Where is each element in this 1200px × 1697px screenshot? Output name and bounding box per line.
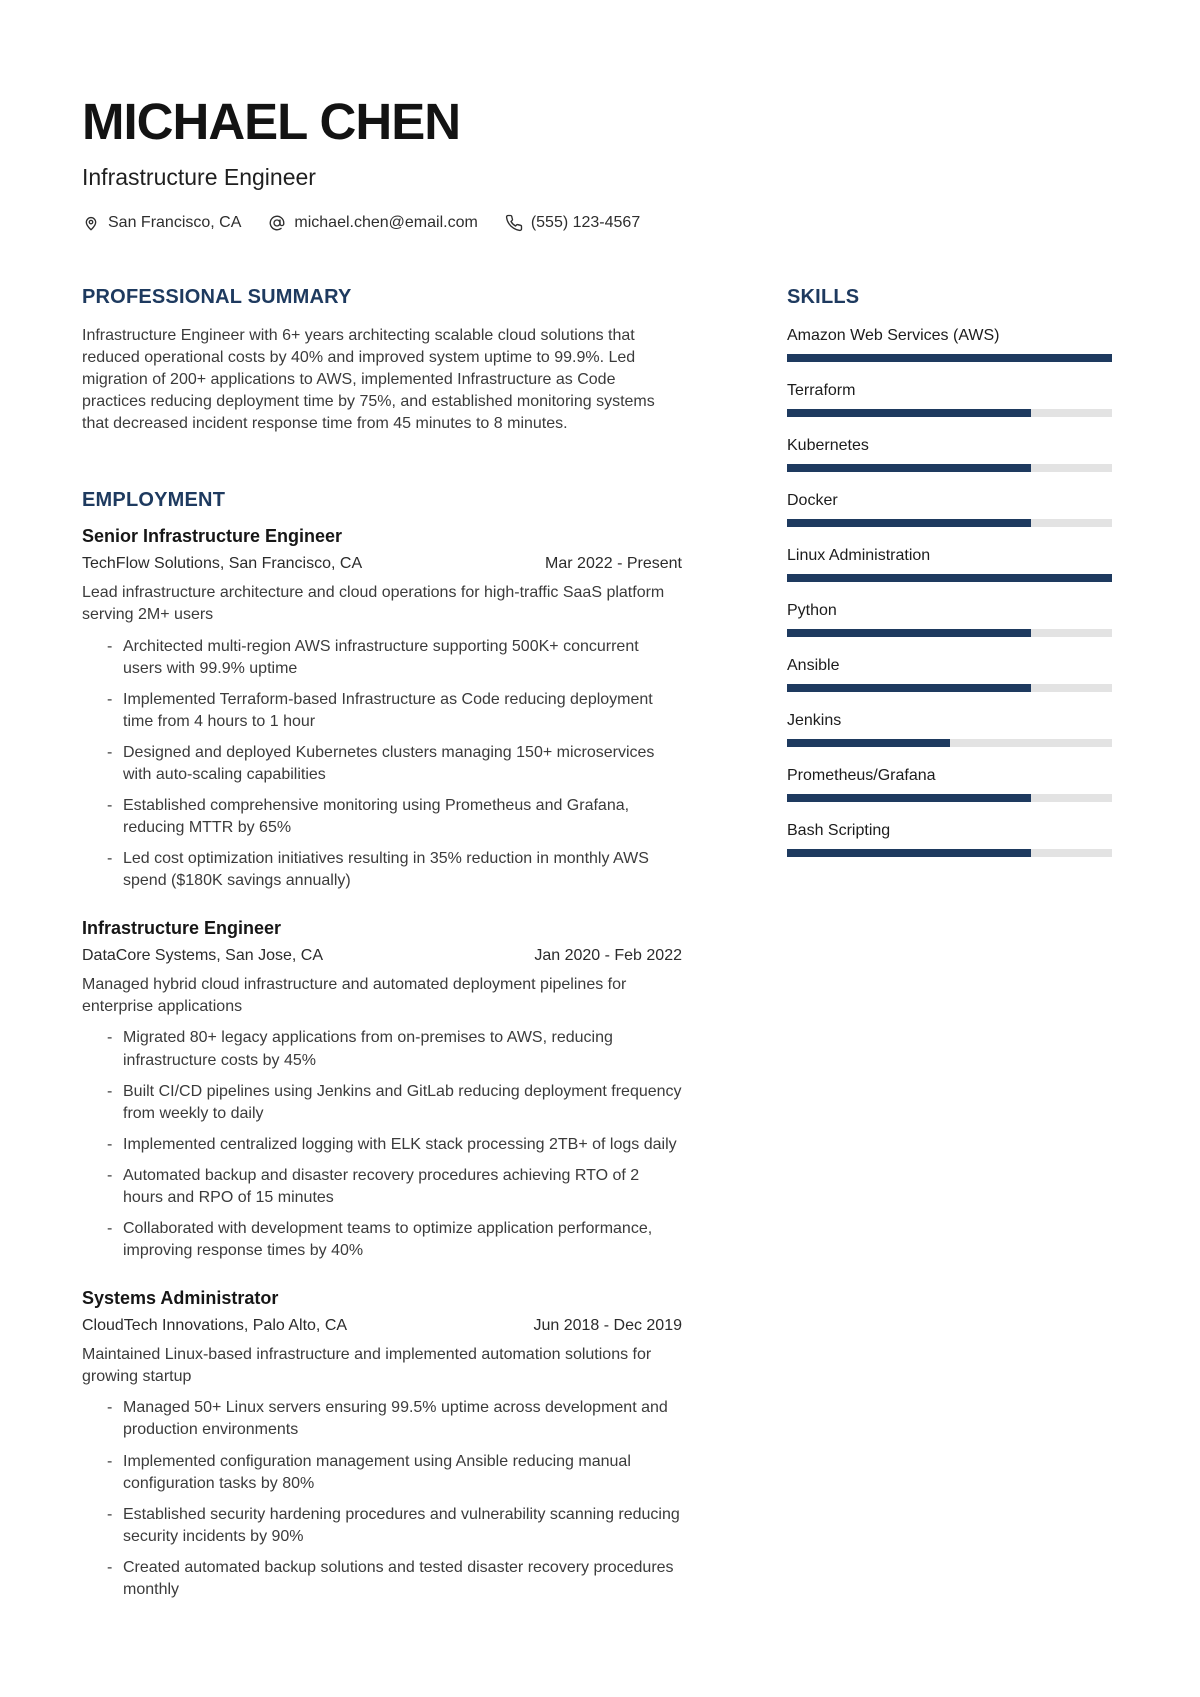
skill-name: Jenkins <box>787 712 842 729</box>
job-entry-title: Infrastructure Engineer <box>82 918 282 939</box>
bullet-marker: - <box>107 1135 113 1153</box>
job-bullet <box>107 1397 682 1441</box>
bullet-text: Designed and deployed Kubernetes clusters managing 150+ microservices with auto-scaling capabilities <box>123 743 655 783</box>
bullet-text: Implemented Terraform-based Infrastructure as Code reducing deployment time from 4 hours to 1 hour <box>123 690 653 730</box>
skill-bar-track <box>787 409 1112 417</box>
job-bullet-list <box>107 1027 682 1262</box>
job-entry-description: Maintained Linux-based infrastructure and implemented automation solutions for growing startup <box>82 1346 652 1386</box>
skill-name: Prometheus/Grafana <box>787 767 936 784</box>
bullet-text: Automated backup and disaster recovery procedures achieving RTO of 2 hours and RPO of 15 minutes <box>123 1166 640 1206</box>
candidate-job-title: Infrastructure Engineer <box>82 164 316 190</box>
skill-bar-track <box>787 629 1112 637</box>
skill-item <box>787 712 1112 747</box>
job-entry-title: Systems Administrator <box>82 1288 279 1309</box>
skill-item <box>787 822 1112 857</box>
skill-bar-track <box>787 849 1112 857</box>
skill-bar-fill <box>787 684 1031 692</box>
skill-bar-fill <box>787 354 1112 362</box>
skill-item <box>787 547 1112 582</box>
bullet-text: Implemented centralized logging with ELK stack processing 2TB+ of logs daily <box>123 1135 677 1153</box>
job-bullet <box>107 742 682 786</box>
job-entry-company: CloudTech Innovations, Palo Alto, CA <box>82 1317 348 1335</box>
skill-bar-track <box>787 684 1112 692</box>
skill-name: Amazon Web Services (AWS) <box>787 327 1000 344</box>
skill-name: Python <box>787 602 837 619</box>
summary-text: Infrastructure Engineer with 6+ years architecting scalable cloud solutions that reduced operational costs by 40% and improved system uptime to 99.9%. Led migration of 200+ applications to AWS, implemented Infrastructure as Code practices reducing deployment time by 75%, and established monitoring systems that decreased incident response time from 45 minutes to 8 minutes. <box>82 327 655 433</box>
job-entry-title: Senior Infrastructure Engineer <box>82 526 343 547</box>
summary-heading: PROFESSIONAL SUMMARY <box>82 286 352 308</box>
bullet-marker: - <box>107 1558 113 1576</box>
skill-name: Linux Administration <box>787 547 931 564</box>
location-pin-icon <box>82 214 100 232</box>
contact-email <box>268 214 477 232</box>
job-bullet <box>107 636 682 680</box>
skill-name: Docker <box>787 492 838 509</box>
job-bullet <box>107 1557 682 1601</box>
skill-bar-track <box>787 464 1112 472</box>
employment-section <box>82 489 682 1601</box>
bullet-marker: - <box>107 1452 113 1470</box>
main-column <box>82 286 682 1601</box>
skill-name: Bash Scripting <box>787 822 891 839</box>
email-at-icon <box>268 214 286 232</box>
content-columns <box>82 286 1112 1601</box>
job-entry-dates: Jan 2020 - Feb 2022 <box>534 947 682 965</box>
skill-bar-track <box>787 519 1112 527</box>
bullet-marker: - <box>107 1399 113 1417</box>
contact-location-text: San Francisco, CA <box>108 214 242 231</box>
skill-bar-fill <box>787 629 1031 637</box>
job-bullet <box>107 848 682 892</box>
bullet-text: Collaborated with development teams to optimize application performance, improving response times by 40% <box>123 1220 653 1260</box>
bullet-marker: - <box>107 797 113 815</box>
bullet-marker: - <box>107 1166 113 1184</box>
bullet-text: Led cost optimization initiatives resulting in 35% reduction in monthly AWS spend ($180K savings annually) <box>123 850 649 890</box>
phone-icon <box>505 214 523 232</box>
job-entry-description: Managed hybrid cloud infrastructure and automated deployment pipelines for enterprise applications <box>82 976 627 1016</box>
job-entry-dates: Mar 2022 - Present <box>545 555 682 573</box>
contact-phone-text: (555) 123-4567 <box>530 214 641 231</box>
job-entry-company: DataCore Systems, San Jose, CA <box>82 947 323 965</box>
bullet-text: Established comprehensive monitoring using Prometheus and Grafana, reducing MTTR by 65% <box>123 797 630 837</box>
bullet-marker: - <box>107 1029 113 1047</box>
skill-item <box>787 657 1112 692</box>
bullet-marker: - <box>107 1082 113 1100</box>
bullet-marker: - <box>107 850 113 868</box>
bullet-text: Created automated backup solutions and tested disaster recovery procedures monthly <box>123 1558 674 1598</box>
skill-item <box>787 492 1112 527</box>
skill-item <box>787 602 1112 637</box>
skill-bar-fill <box>787 519 1031 527</box>
job-bullet-list <box>107 1397 682 1601</box>
bullet-text: Implemented configuration management using Ansible reducing manual configuration tasks by 80% <box>123 1452 631 1492</box>
skill-bar-fill <box>787 574 1112 582</box>
bullet-text: Managed 50+ Linux servers ensuring 99.5% uptime across development and production environments <box>123 1399 668 1439</box>
skills-column <box>787 286 1112 1601</box>
job-entry-meta <box>82 1317 682 1335</box>
bullet-text: Architected multi-region AWS infrastructure supporting 500K+ concurrent users with 99.9% uptime <box>123 637 639 677</box>
jobs-list <box>82 526 682 1601</box>
contact-email-text: michael.chen@email.com <box>294 214 478 231</box>
job-bullet <box>107 1504 682 1548</box>
bullet-marker: - <box>107 637 113 655</box>
job-bullet-list <box>107 636 682 893</box>
bullet-text: Migrated 80+ legacy applications from on-premises to AWS, reducing infrastructure costs by 45% <box>123 1029 613 1069</box>
employment-heading: EMPLOYMENT <box>82 489 226 512</box>
job-entry <box>82 1288 682 1601</box>
bullet-marker: - <box>107 1220 113 1238</box>
job-bullet <box>107 1027 682 1071</box>
job-entry-company: TechFlow Solutions, San Francisco, CA <box>82 555 363 573</box>
job-entry-meta <box>82 947 682 965</box>
summary-section <box>82 286 682 435</box>
bullet-marker: - <box>107 1505 113 1523</box>
contact-row <box>82 214 1112 232</box>
skill-bar-track <box>787 739 1112 747</box>
skill-bar-track <box>787 354 1112 362</box>
skill-bar-track <box>787 574 1112 582</box>
job-bullet <box>107 689 682 733</box>
contact-phone <box>505 214 640 232</box>
skill-item <box>787 767 1112 802</box>
job-entry-meta <box>82 555 682 573</box>
skill-bar-fill <box>787 464 1031 472</box>
resume-header <box>82 93 1112 232</box>
skills-heading: SKILLS <box>787 286 860 308</box>
job-bullet <box>107 1218 682 1262</box>
skill-bar-fill <box>787 794 1031 802</box>
skill-item <box>787 327 1112 362</box>
skill-bar-fill <box>787 739 950 747</box>
skill-name: Ansible <box>787 657 840 674</box>
skill-bar-track <box>787 794 1112 802</box>
skill-item <box>787 437 1112 472</box>
candidate-name: MICHAEL CHEN <box>82 93 461 150</box>
contact-location <box>82 214 241 232</box>
bullet-marker: - <box>107 743 113 761</box>
skill-name: Kubernetes <box>787 437 869 454</box>
job-bullet <box>107 1134 682 1156</box>
job-bullet <box>107 1081 682 1125</box>
bullet-text: Established security hardening procedures and vulnerability scanning reducing security incidents by 90% <box>123 1505 680 1545</box>
skills-list <box>787 327 1112 857</box>
skill-item <box>787 382 1112 417</box>
job-entry <box>82 526 682 892</box>
job-entry <box>82 918 682 1262</box>
bullet-text: Built CI/CD pipelines using Jenkins and GitLab reducing deployment frequency from weekly to daily <box>123 1082 682 1122</box>
job-bullet <box>107 1165 682 1209</box>
skill-bar-fill <box>787 849 1031 857</box>
skill-bar-fill <box>787 409 1031 417</box>
job-entry-dates: Jun 2018 - Dec 2019 <box>533 1317 682 1335</box>
job-bullet <box>107 1451 682 1495</box>
job-entry-description: Lead infrastructure architecture and cloud operations for high-traffic SaaS platform serving 2M+ users <box>82 584 665 624</box>
bullet-marker: - <box>107 690 113 708</box>
skill-name: Terraform <box>787 382 856 399</box>
job-bullet <box>107 795 682 839</box>
